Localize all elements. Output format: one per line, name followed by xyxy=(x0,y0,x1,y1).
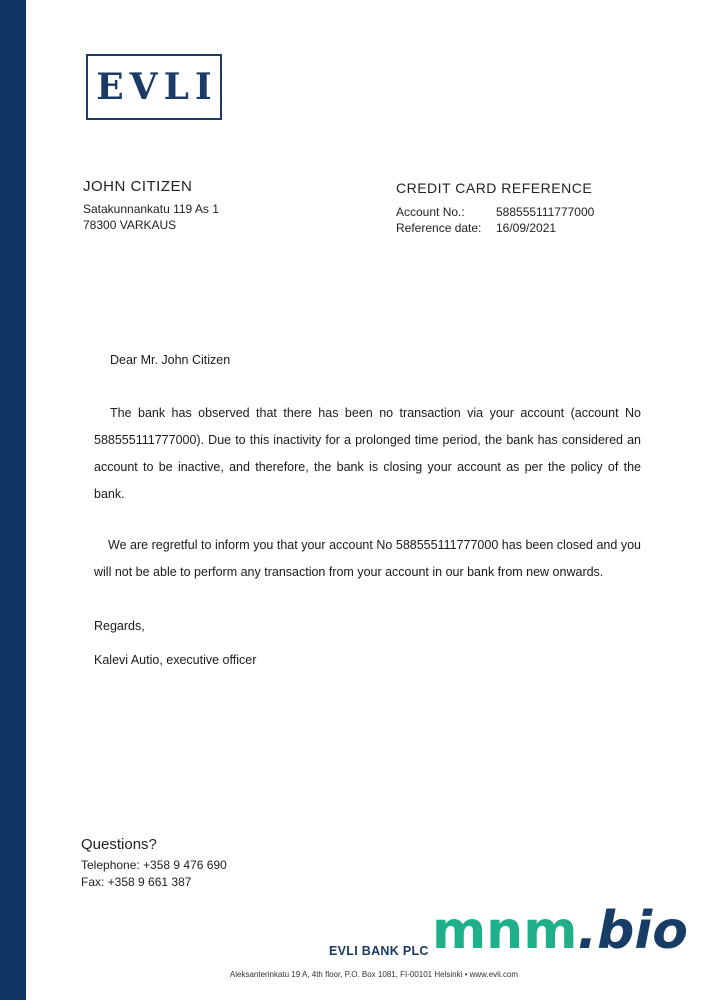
bank-name: EVLI BANK PLC xyxy=(329,944,429,958)
recipient-block xyxy=(83,178,219,233)
recipient-address-line2: 78300 VARKAUS xyxy=(83,218,177,232)
date-row xyxy=(396,220,594,236)
telephone: Telephone: +358 9 476 690 xyxy=(81,858,227,872)
date-label: Reference date: xyxy=(396,221,482,235)
letter-body xyxy=(94,348,641,670)
reference-block xyxy=(396,180,594,236)
evli-logo xyxy=(86,54,222,120)
paragraph-closure: We are regretful to inform you that your account No 588555111777000 has been closed and you will not be able to perform any transaction from your account in our bank from new onwards. xyxy=(94,538,641,579)
reference-title: CREDIT CARD REFERENCE xyxy=(396,180,593,196)
date-value: 16/09/2021 xyxy=(496,221,557,235)
logo-text: EVLI xyxy=(96,66,218,108)
recipient-name: JOHN CITIZEN xyxy=(83,178,193,195)
account-row xyxy=(396,204,594,220)
watermark-part2: .bio xyxy=(577,901,688,961)
questions-heading: Questions? xyxy=(81,836,157,853)
watermark-part1: mnm xyxy=(432,901,578,961)
recipient-address-line1: Satakunnankatu 119 As 1 xyxy=(83,202,219,216)
account-value: 588555111777000 xyxy=(496,205,595,219)
signer: Kalevi Autio, executive officer xyxy=(94,653,257,667)
left-accent-bar xyxy=(0,0,26,1000)
account-label: Account No.: xyxy=(396,205,465,219)
paragraph-inactivity: The bank has observed that there has been no transaction via your account (account No 588555111777000). Due to this inactivity for a prolonged time period, the bank has considered an account to be inactive, and therefore, the bank is closing your account as per the policy of the bank. xyxy=(94,406,641,501)
bank-address: Aleksanterinkatu 19 A, 4th floor, P.O. Box 1081, FI-00101 Helsinki • www.evli.com xyxy=(229,970,519,979)
watermark xyxy=(432,896,688,966)
contact-block xyxy=(81,836,227,891)
greeting: Dear Mr. John Citizen xyxy=(110,353,231,367)
closing: Regards, xyxy=(94,619,145,633)
fax: Fax: +358 9 661 387 xyxy=(81,875,192,889)
